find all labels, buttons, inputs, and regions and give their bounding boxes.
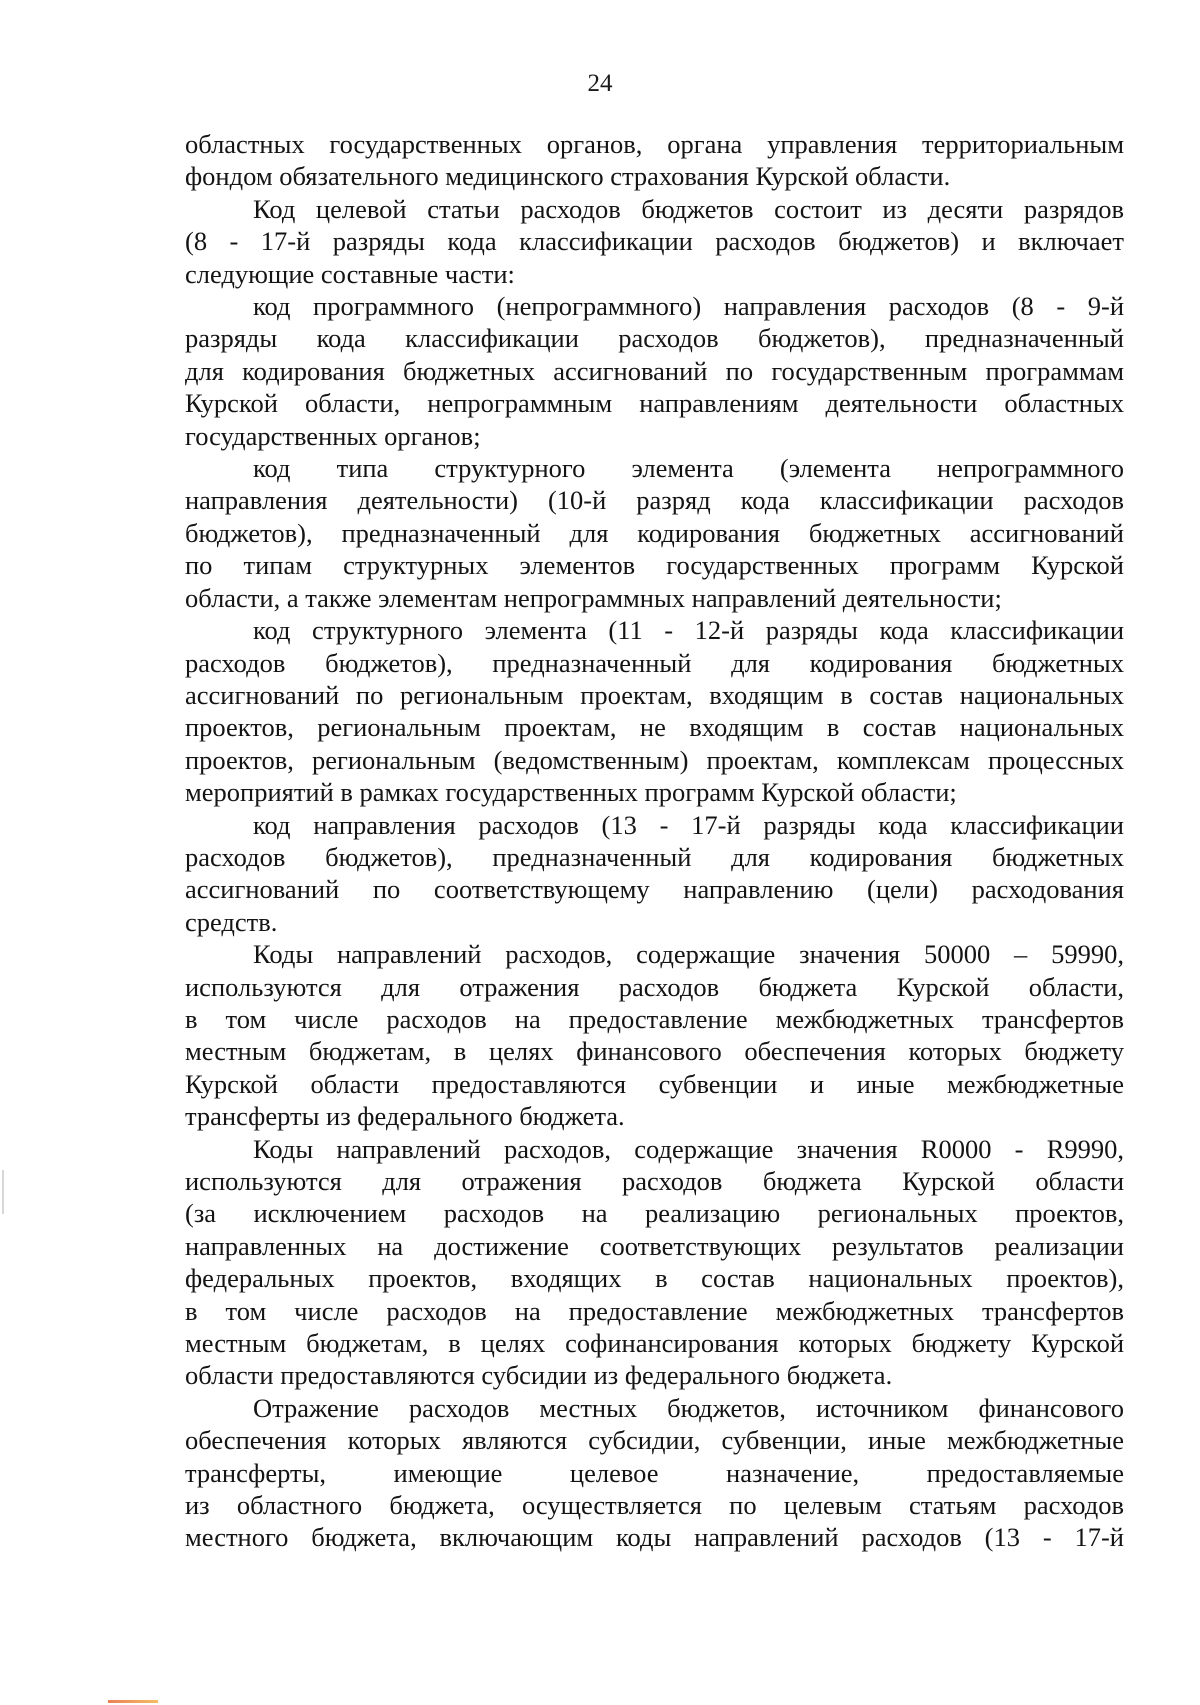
text-line: в том числе расходов на предоставление межбюджетных трансфертов (185, 1295, 1124, 1326)
text-line: ассигнований по соответствующему направлению (цели) расходования (185, 874, 1124, 905)
text-line: местного бюджета, включающим коды направлений расходов (13 - 17-й (185, 1522, 1124, 1553)
text-line: разряды кода классификации расходов бюджетов), предназначенный (185, 323, 1124, 354)
document-body (185, 128, 1124, 1554)
text-line: области предоставляются субсидии из федерального бюджета. (185, 1360, 893, 1391)
text-line: Курской области предоставляются субвенции и иные межбюджетные (185, 1068, 1124, 1099)
text-line: федеральных проектов, входящих в состав национальных проектов), (185, 1263, 1124, 1294)
text-line: в том числе расходов на предоставление межбюджетных трансфертов (185, 1003, 1124, 1034)
text-line: направленных на достижение соответствующих результатов реализации (185, 1230, 1124, 1261)
text-line: Коды направлений расходов, содержащие значения R0000 - R9990, (253, 1133, 1124, 1164)
text-line: обеспечения которых являются субсидии, субвенции, иные межбюджетные (185, 1425, 1124, 1456)
text-line: по типам структурных элементов государственных программ Курской (185, 550, 1124, 581)
text-line: используются для отражения расходов бюджета Курской области (185, 1166, 1124, 1196)
text-line: ассигнований по региональным проектам, входящим в состав национальных (185, 679, 1124, 710)
text-line: используются для отражения расходов бюджета Курской области, (185, 971, 1124, 1002)
text-line: код направления расходов (13 - 17-й разряды кода классификации (253, 809, 1124, 840)
text-line: направления деятельности) (10-й разряд кода классификации расходов (185, 485, 1124, 516)
text-line: мероприятий в рамках государственных программ Курской области; (185, 777, 957, 808)
text-line: проектов, региональным проектам, не входящим в состав национальных (185, 712, 1124, 743)
text-line: следующие составные части: (185, 258, 515, 289)
text-line: расходов бюджетов), предназначенный для кодирования бюджетных (185, 841, 1124, 872)
text-line: Коды направлений расходов, содержащие значения 50000 – 59990, (253, 939, 1124, 970)
text-line: Отражение расходов местных бюджетов, источником финансового (253, 1392, 1124, 1423)
text-line: Курской области, непрограммным направлениям деятельности областных (185, 388, 1124, 419)
text-line: код структурного элемента (11 - 12-й разряды кода классификации (253, 615, 1124, 646)
text-line: код программного (непрограммного) направления расходов (8 - 9-й (253, 291, 1124, 322)
text-line: проектов, региональным (ведомственным) проектам, комплексам процессных (185, 744, 1124, 775)
page-number: 24 (587, 70, 613, 97)
text-line: код типа структурного элемента (элемента непрограммного (253, 453, 1124, 484)
text-line: расходов бюджетов), предназначенный для кодирования бюджетных (185, 647, 1124, 678)
text-line: фондом обязательного медицинского страхования Курской области. (185, 161, 951, 192)
text-line: трансферты из федерального бюджета. (185, 1101, 625, 1132)
text-line: местным бюджетам, в целях финансового обеспечения которых бюджету (185, 1036, 1124, 1067)
text-line: (за исключением расходов на реализацию региональных проектов, (185, 1198, 1124, 1229)
text-line: средств. (185, 906, 278, 937)
text-line: трансферты, имеющие целевое назначение, предоставляемые (185, 1457, 1124, 1488)
scan-artifact (2, 1170, 4, 1214)
text-line: из областного бюджета, осуществляется по целевым статьям расходов (185, 1490, 1124, 1521)
text-line: Код целевой статьи расходов бюджетов состоит из десяти разрядов (253, 193, 1124, 224)
text-line: (8 - 17-й разряды кода классификации расходов бюджетов) и включает (185, 226, 1124, 257)
text-line: бюджетов), предназначенный для кодирования бюджетных ассигнований (185, 517, 1124, 548)
text-line: государственных органов; (185, 420, 481, 451)
scan-artifact (108, 1700, 158, 1703)
text-line: области, а также элементам непрограммных направлений деятельности; (185, 582, 1002, 613)
text-line: местным бюджетам, в целях софинансирования которых бюджету Курской (185, 1328, 1124, 1359)
text-line: для кодирования бюджетных ассигнований по государственным программам (185, 355, 1124, 386)
text-line: областных государственных органов, органа управления территориальным (185, 129, 1124, 159)
